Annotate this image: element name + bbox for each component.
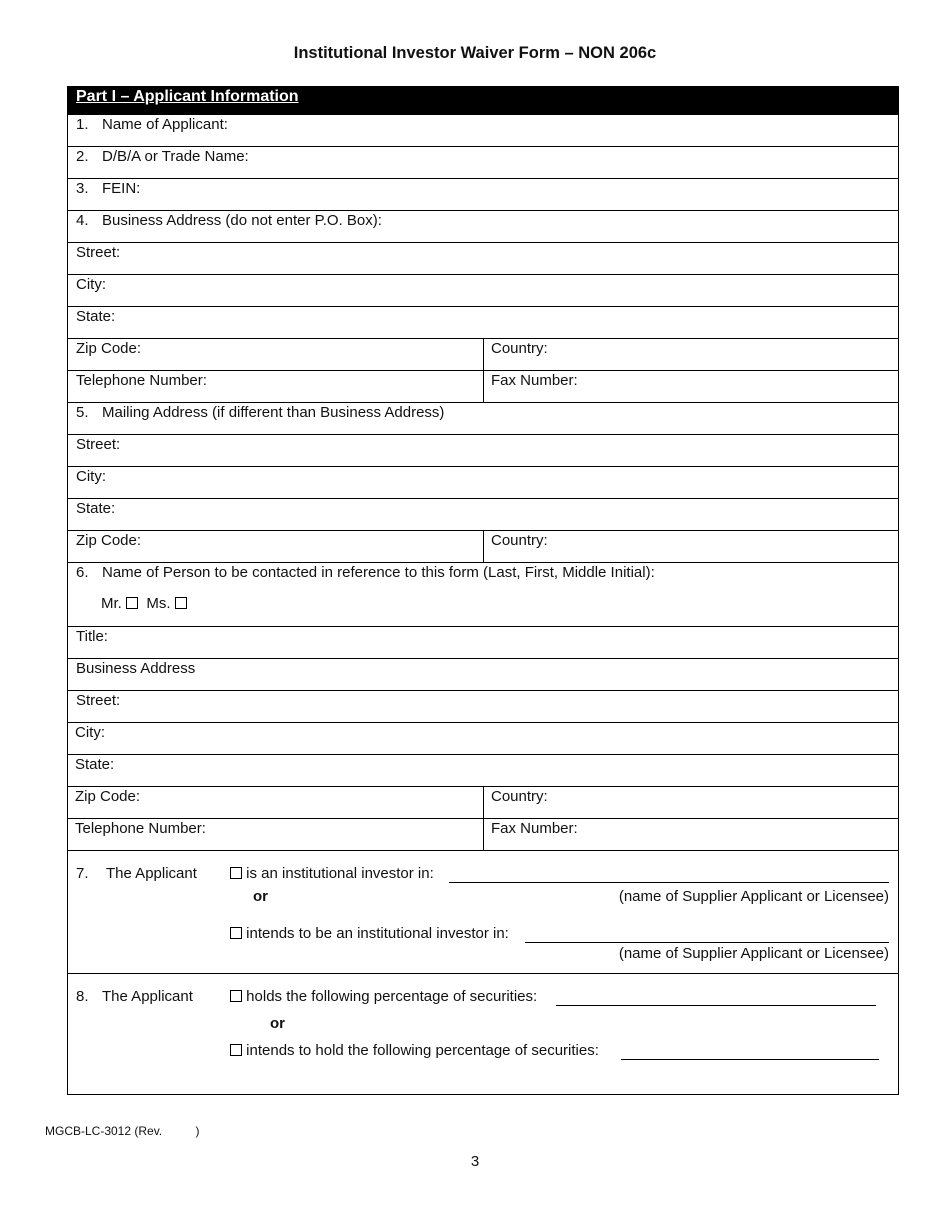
- q7-applicant-label: The Applicant: [106, 865, 197, 882]
- contact-city-label: City:: [75, 724, 105, 741]
- fein-label: FEIN:: [102, 180, 141, 197]
- contact-person-label: Name of Person to be contacted in reference to this form (Last, First, Middle Initial):: [102, 564, 655, 581]
- q8-or: or: [270, 1015, 285, 1032]
- contact-street-label: Street:: [76, 692, 121, 709]
- fein-row[interactable]: [68, 179, 898, 211]
- intends-institutional-investor-label: intends to be an institutional investor in:: [246, 925, 509, 942]
- dba-trade-name-row[interactable]: [68, 147, 898, 179]
- applicant-name-label: Name of Applicant:: [102, 116, 228, 133]
- mailing-street-label: Street:: [76, 436, 121, 453]
- mailing-street-row[interactable]: [68, 435, 898, 467]
- contact-phone-label: Telephone Number:: [75, 820, 206, 837]
- business-country-label: Country:: [491, 340, 548, 357]
- part-one-title: Part I – Applicant Information: [76, 88, 299, 105]
- q8-applicant-label: The Applicant: [102, 988, 193, 1005]
- supplier-name-line-1[interactable]: [449, 882, 889, 883]
- ms-label: Ms.: [146, 595, 171, 612]
- business-zip-country-row[interactable]: [68, 339, 898, 371]
- business-phone-fax-row[interactable]: [68, 371, 898, 403]
- contact-street-row[interactable]: [68, 691, 898, 723]
- mailing-city-label: City:: [76, 468, 106, 485]
- mailing-zip-label: Zip Code:: [76, 532, 142, 549]
- q7-number: 7.: [76, 865, 89, 882]
- business-zip-label: Zip Code:: [76, 340, 142, 357]
- q3-number: 3.: [76, 180, 89, 197]
- mr-checkbox[interactable]: [126, 597, 138, 609]
- business-street-row[interactable]: [68, 243, 898, 275]
- contact-country-label: Country:: [491, 788, 548, 805]
- dba-trade-name-label: D/B/A or Trade Name:: [102, 148, 249, 165]
- contact-state-row[interactable]: [68, 755, 898, 787]
- mr-label: Mr.: [101, 595, 122, 612]
- q2-number: 2.: [76, 148, 89, 165]
- business-address-label: Business Address (do not enter P.O. Box):: [102, 212, 382, 229]
- is-institutional-investor-checkbox[interactable]: [230, 867, 242, 879]
- contact-zip-country-row[interactable]: [68, 787, 898, 819]
- holds-percentage-line[interactable]: [556, 1005, 876, 1006]
- holds-securities-label: holds the following percentage of securities:: [246, 988, 538, 1005]
- mailing-city-row[interactable]: [68, 467, 898, 499]
- securities-percentage-section: [68, 974, 898, 1094]
- contact-phone-fax-row[interactable]: [68, 819, 898, 851]
- mailing-state-row[interactable]: [68, 499, 898, 531]
- contact-business-address-row: [68, 659, 898, 691]
- contact-fax-label: Fax Number:: [491, 820, 578, 837]
- business-phone-label: Telephone Number:: [76, 372, 207, 389]
- intends-hold-securities-label: intends to hold the following percentage of securities:: [246, 1042, 599, 1059]
- business-address-heading-row: [68, 211, 898, 243]
- form-revision-id: MGCB-LC-3012 (Rev. ): [45, 1124, 200, 1138]
- institutional-investor-section: [68, 851, 898, 974]
- supplier-name-line-2[interactable]: [525, 942, 889, 943]
- mailing-address-heading-row: [68, 403, 898, 435]
- contact-person-row: [68, 563, 898, 627]
- q6-number: 6.: [76, 564, 89, 581]
- contact-business-address-label: Business Address: [76, 660, 196, 677]
- supplier-caption-2: (name of Supplier Applicant or Licensee): [618, 945, 889, 962]
- business-state-row[interactable]: [68, 307, 898, 339]
- q7-or: or: [253, 888, 268, 905]
- contact-state-label: State:: [75, 756, 115, 773]
- contact-title-label: Title:: [76, 628, 108, 645]
- q8-number: 8.: [76, 988, 89, 1005]
- mailing-country-label: Country:: [491, 532, 548, 549]
- holds-securities-checkbox[interactable]: [230, 990, 242, 1002]
- intends-institutional-investor-checkbox[interactable]: [230, 927, 242, 939]
- business-street-label: Street:: [76, 244, 121, 261]
- form-title: Institutional Investor Waiver Form – NON 206c: [293, 44, 657, 62]
- q1-number: 1.: [76, 116, 89, 133]
- mailing-address-label: Mailing Address (if different than Business Address): [102, 404, 445, 421]
- mailing-zip-country-row[interactable]: [68, 531, 898, 563]
- intends-hold-securities-checkbox[interactable]: [230, 1044, 242, 1056]
- supplier-caption-1: (name of Supplier Applicant or Licensee): [618, 888, 889, 905]
- intends-percentage-line[interactable]: [621, 1059, 879, 1060]
- ms-checkbox[interactable]: [175, 597, 187, 609]
- business-fax-label: Fax Number:: [491, 372, 578, 389]
- contact-city-row[interactable]: [68, 723, 898, 755]
- q4-number: 4.: [76, 212, 89, 229]
- q5-number: 5.: [76, 404, 89, 421]
- business-state-label: State:: [76, 308, 116, 325]
- mailing-state-label: State:: [76, 500, 116, 517]
- is-institutional-investor-label: is an institutional investor in:: [246, 865, 434, 882]
- business-city-label: City:: [76, 276, 106, 293]
- applicant-information-form: [67, 86, 899, 1095]
- contact-zip-label: Zip Code:: [75, 788, 141, 805]
- applicant-name-row[interactable]: [68, 115, 898, 147]
- page-number: 3: [470, 1153, 480, 1170]
- contact-title-row[interactable]: [68, 627, 898, 659]
- part-one-header: [68, 87, 898, 115]
- business-city-row[interactable]: [68, 275, 898, 307]
